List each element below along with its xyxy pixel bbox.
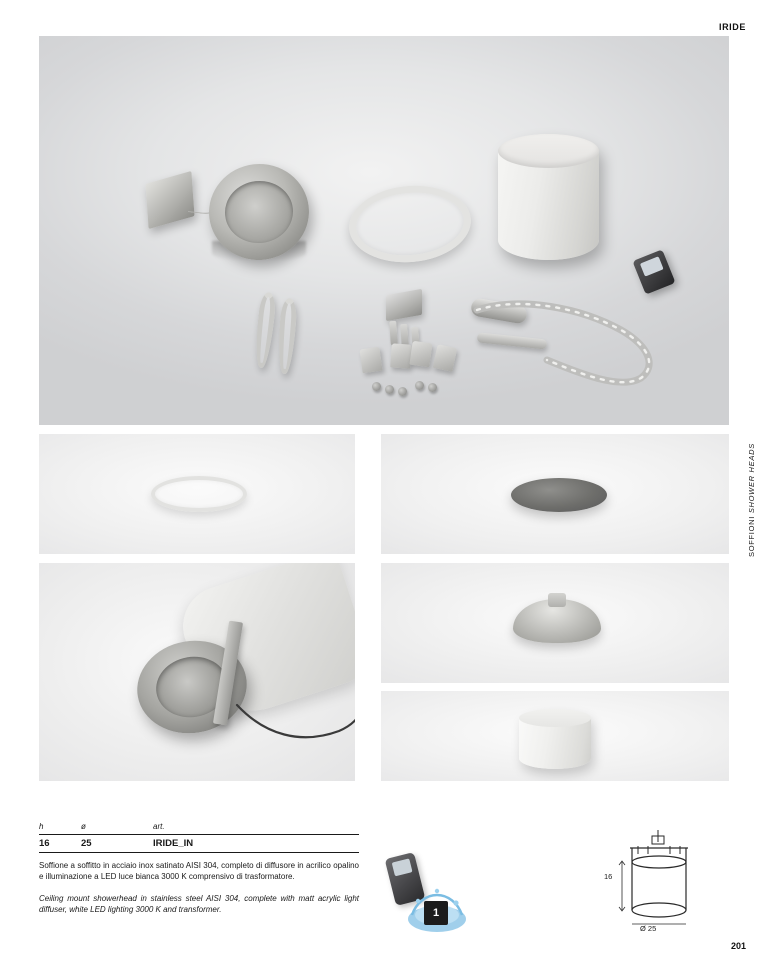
exploded-components-photo [39, 36, 729, 425]
spec-table-row [39, 835, 359, 852]
bracket-object-1 [359, 347, 382, 374]
spec-divider-bottom [39, 852, 359, 853]
technical-drawing [596, 828, 726, 938]
spec-col-art: art. [153, 822, 165, 831]
cylinder-head-photo [381, 691, 729, 781]
bolt-object-2 [385, 385, 394, 394]
assembly-hand-photo [39, 563, 355, 781]
section-side-label [747, 440, 769, 560]
flush-disc-photo [381, 434, 729, 554]
spec-value-h: 16 [39, 838, 50, 849]
page-number: 201 [730, 941, 746, 951]
page-header-brand: IRIDE [718, 22, 746, 32]
spec-col-diameter: ø [81, 822, 86, 831]
section-label-en: SHOWER HEADS [747, 443, 756, 514]
description-italian: Soffione a soffitto in acciaio inox satinato AISI 304, completo di diffusore in acrilico opalino e illuminazione a LED luce bianca 3000 K comprensivo di trasformatore. [39, 861, 359, 882]
cylinder-cover-object [498, 134, 599, 260]
bracket-object-3 [409, 341, 432, 368]
feature-badge-group [380, 855, 472, 937]
safety-chain-object [471, 294, 679, 386]
spec-table-header [39, 822, 359, 834]
spec-value-diameter: 25 [81, 838, 92, 849]
bracket-object-2 [390, 343, 412, 368]
dimension-height-label: 16 [604, 872, 613, 881]
section-label-it: SOFFIONI [747, 515, 756, 557]
bolt-object-5 [428, 383, 437, 392]
description-english: Ceiling mount showerhead in stainless steel AISI 304, complete with matt acrylic light diffuser, white LED lighting 3000 K and transformer. [39, 893, 359, 915]
ceiling-ring-photo [39, 434, 355, 554]
bolt-object-1 [372, 382, 381, 391]
ceiling-ring-object [151, 476, 247, 512]
spec-value-art: IRIDE_IN [153, 838, 194, 849]
dome-head-photo [381, 563, 729, 683]
product-spec-block [39, 822, 359, 916]
bolt-object-3 [398, 387, 407, 396]
spec-col-h: h [39, 822, 44, 831]
flush-disc-object [511, 478, 607, 512]
power-cord-object [235, 701, 355, 757]
water-class-label: 1 [424, 901, 448, 925]
bolt-object-4 [415, 381, 424, 390]
dimension-diameter-label: Ø 25 [640, 924, 657, 933]
cylinder-head-object [519, 709, 591, 769]
